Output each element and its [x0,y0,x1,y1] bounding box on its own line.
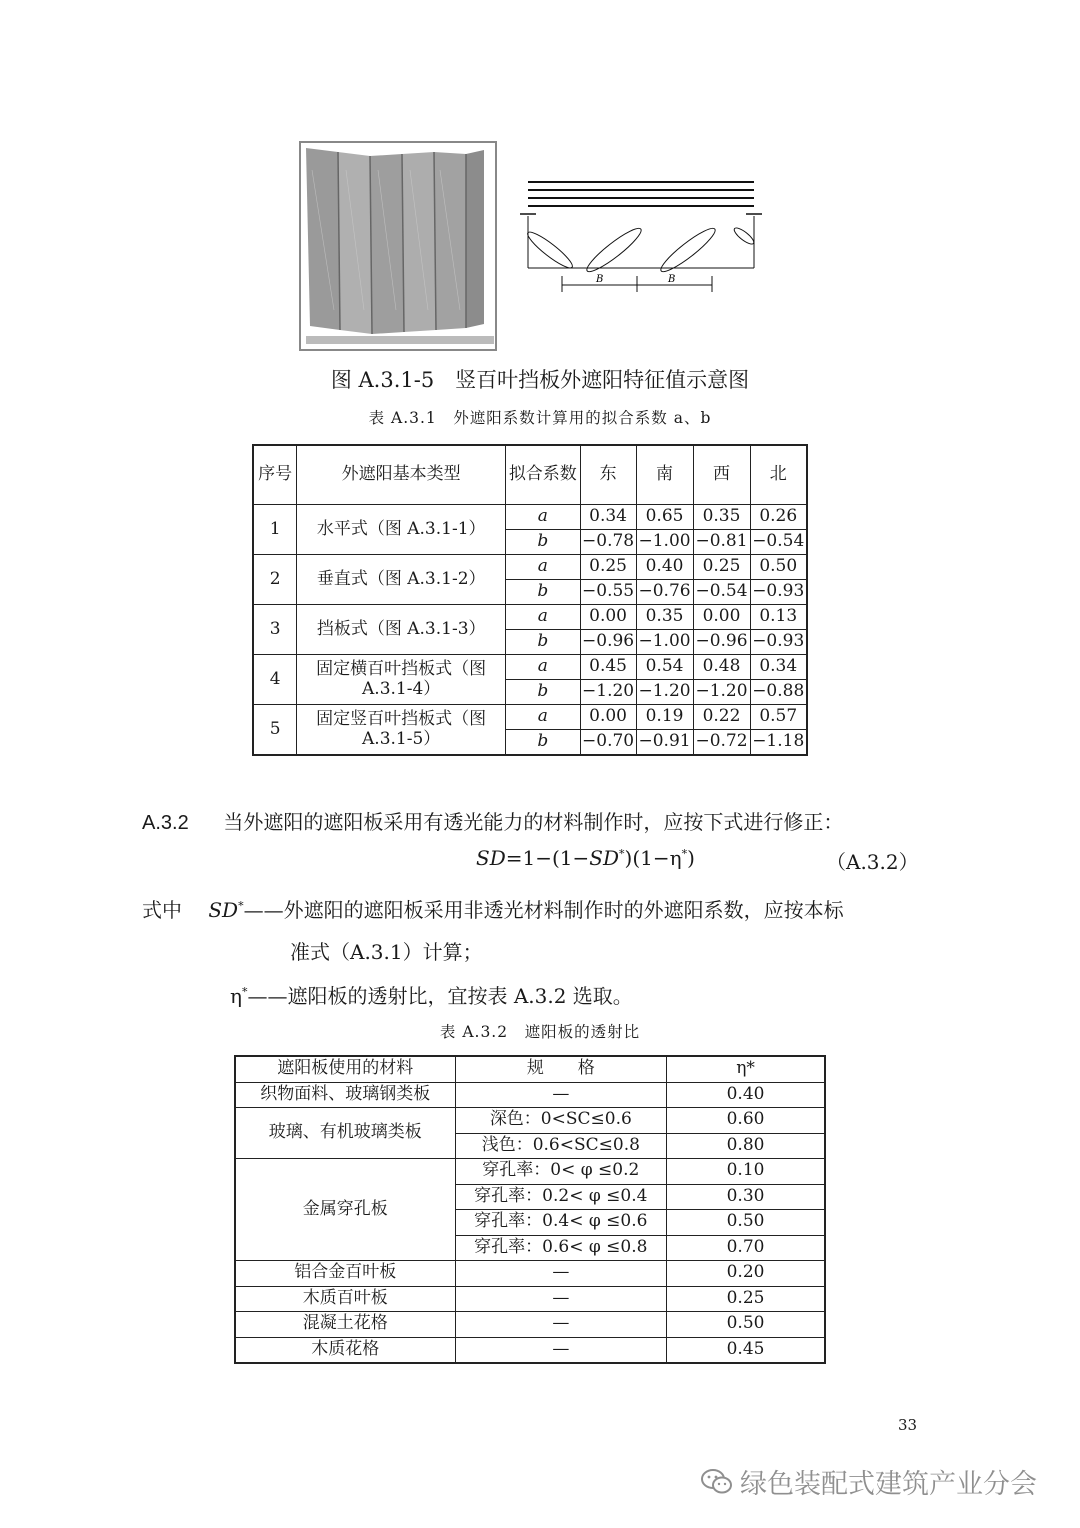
value-cell: −0.78 [580,530,636,555]
where-label: 式中 [142,898,182,922]
formula: SD=1−(1−SD*)(1−η*) [476,846,695,870]
spec-cell: — [455,1312,666,1338]
header-cell: 序号 [253,445,297,505]
value-cell: 0.40 [636,555,693,580]
header-cell: 西 [693,445,750,505]
value-cell: −0.72 [693,730,750,756]
value-cell: −1.18 [750,730,807,756]
value-cell: −0.70 [580,730,636,756]
row-number: 1 [253,505,297,555]
value-cell: 0.65 [636,505,693,530]
value-cell: 0.45 [580,655,636,680]
value-cell: −0.91 [636,730,693,756]
eta-cell: 0.50 [667,1312,825,1338]
coef-label: b [506,530,581,555]
value-cell: −0.55 [580,580,636,605]
table-row [253,705,807,730]
table-row [235,1082,825,1108]
header-cell: 拟合系数 [506,445,581,505]
shading-type: 挡板式（图 A.3.1-3） [297,605,506,655]
row-number: 4 [253,655,297,705]
material-cell: 铝合金百叶板 [235,1261,455,1287]
louvre-photo-illustration [298,140,500,352]
fit-coefficient-table [252,444,808,756]
schematic-label-b-1: B [596,274,604,285]
eta-cell: 0.50 [667,1210,825,1236]
value-cell: 0.35 [636,605,693,630]
material-cell: 织物面料、玻璃钢类板 [235,1082,455,1108]
wechat-icon [700,1467,734,1497]
transmittance-table [234,1055,826,1364]
spec-cell: — [455,1261,666,1287]
coef-label: b [506,730,581,756]
table-row [253,605,807,630]
value-cell: −0.76 [636,580,693,605]
definition-1-continued: 准式（A.3.1）计算； [290,940,483,964]
header-cell: 南 [636,445,693,505]
value-cell: 0.19 [636,705,693,730]
value-cell: 0.00 [693,605,750,630]
table-row [235,1261,825,1287]
coef-label: a [506,555,581,580]
value-cell: 0.57 [750,705,807,730]
value-cell: −1.20 [636,680,693,705]
coef-label: b [506,580,581,605]
value-cell: −0.93 [750,580,807,605]
spec-cell: 穿孔率：0.6< φ ≤0.8 [455,1235,666,1261]
row-number: 3 [253,605,297,655]
shading-type: 水平式（图 A.3.1-1） [297,505,506,555]
value-cell: 0.35 [693,505,750,530]
value-cell: 0.34 [750,655,807,680]
table-row [235,1312,825,1338]
eta-cell: 0.70 [667,1235,825,1261]
definition-2: η*——遮阳板的透射比，宜按表 A.3.2 选取。 [230,984,633,1008]
spec-cell: 浅色：0.6<SC≤0.8 [455,1133,666,1159]
watermark-text: 绿色装配式建筑产业分会 [740,1469,1037,1500]
page-number: 33 [898,1416,918,1434]
header-cell: 北 [750,445,807,505]
figure-caption: 图 A.3.1-5 竖百叶挡板外遮阳特征值示意图 [330,368,750,392]
table-row [235,1159,825,1185]
material-cell: 金属穿孔板 [235,1159,455,1261]
value-cell: −1.20 [693,680,750,705]
table-row [235,1337,825,1363]
value-cell: 0.54 [636,655,693,680]
table-header-row [235,1056,825,1082]
eta-cell: 0.45 [667,1337,825,1363]
eta-cell: 0.25 [667,1286,825,1312]
coef-label: b [506,680,581,705]
value-cell: −0.81 [693,530,750,555]
row-number: 5 [253,705,297,756]
watermark [700,1462,1037,1501]
header-cell: 规 格 [455,1056,666,1082]
value-cell: −0.96 [693,630,750,655]
spec-cell: 穿孔率：0< φ ≤0.2 [455,1159,666,1185]
value-cell: −0.96 [580,630,636,655]
louvre-schematic-diagram [510,172,772,297]
definition-2-text: ——遮阳板的透射比，宜按表 A.3.2 选取。 [247,984,633,1008]
spec-cell: 穿孔率：0.4< φ ≤0.6 [455,1210,666,1236]
value-cell: 0.00 [580,705,636,730]
coef-label: a [506,655,581,680]
header-cell: 遮阳板使用的材料 [235,1056,455,1082]
shading-type: 垂直式（图 A.3.1-2） [297,555,506,605]
row-number: 2 [253,555,297,605]
value-cell: 0.26 [750,505,807,530]
definition-1-text: ——外遮阳的遮阳板采用非透光材料制作时的外遮阳系数，应按本标 [243,898,844,922]
coef-label: a [506,505,581,530]
value-cell: 0.25 [693,555,750,580]
value-cell: −0.88 [750,680,807,705]
eta-cell: 0.40 [667,1082,825,1108]
coef-label: b [506,630,581,655]
table-row [235,1108,825,1134]
table2-caption: 表 A.3.2 遮阳板的透射比 [439,1023,641,1041]
header-cell: 东 [580,445,636,505]
eta-cell: 0.80 [667,1133,825,1159]
value-cell: −0.93 [750,630,807,655]
value-cell: 0.50 [750,555,807,580]
value-cell: −1.00 [636,630,693,655]
eta-cell: 0.60 [667,1108,825,1134]
value-cell: −0.54 [693,580,750,605]
spec-cell: 深色：0<SC≤0.6 [455,1108,666,1134]
spec-cell: 穿孔率：0.2< φ ≤0.4 [455,1184,666,1210]
value-cell: 0.00 [580,605,636,630]
table-header-row [253,445,807,505]
schematic-label-b-2: B [668,274,676,285]
shading-type: 固定竖百叶挡板式（图 A.3.1-5） [297,705,506,756]
table-row [253,505,807,530]
value-cell: −0.54 [750,530,807,555]
coef-label: a [506,705,581,730]
value-cell: 0.48 [693,655,750,680]
table1-caption: 表 A.3.1 外遮阳系数计算用的拟合系数 a、b [368,409,712,427]
material-cell: 混凝土花格 [235,1312,455,1338]
table-row [253,655,807,680]
value-cell: −1.00 [636,530,693,555]
material-cell: 玻璃、有机玻璃类板 [235,1108,455,1159]
value-cell: 0.34 [580,505,636,530]
material-cell: 木质花格 [235,1337,455,1363]
eta-cell: 0.20 [667,1261,825,1287]
eta-cell: 0.10 [667,1159,825,1185]
eta-cell: 0.30 [667,1184,825,1210]
shading-type: 固定横百叶挡板式（图 A.3.1-4） [297,655,506,705]
definition-1: 式中 SD*——外遮阳的遮阳板采用非透光材料制作时的外遮阳系数，应按本标 [142,898,844,922]
header-cell: 外遮阳基本类型 [297,445,506,505]
coef-label: a [506,605,581,630]
section-text: 当外遮阳的遮阳板采用有透光能力的材料制作时，应按下式进行修正： [223,810,844,834]
formula-number: （A.3.2） [826,850,919,874]
material-cell: 木质百叶板 [235,1286,455,1312]
header-cell: η* [667,1056,825,1082]
value-cell: 0.22 [693,705,750,730]
spec-cell: — [455,1082,666,1108]
spec-cell: — [455,1337,666,1363]
table-row [235,1286,825,1312]
table-row [253,555,807,580]
value-cell: 0.25 [580,555,636,580]
spec-cell: — [455,1286,666,1312]
value-cell: −1.20 [580,680,636,705]
value-cell: 0.13 [750,605,807,630]
section-heading [142,806,843,835]
section-number: A.3.2 [142,812,189,834]
